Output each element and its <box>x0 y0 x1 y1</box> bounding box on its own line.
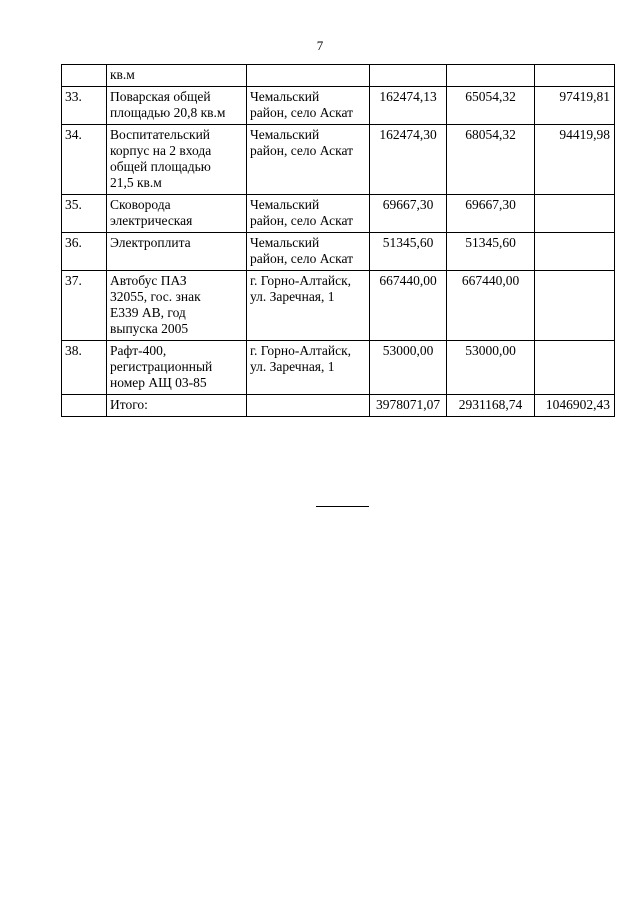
table-body <box>62 65 615 417</box>
table-row <box>62 271 615 341</box>
item-name: Воспитательский корпус на 2 входа общей площадью 21,5 кв.м <box>107 125 247 195</box>
item-location: Чемальский район, село Аскат <box>247 87 370 125</box>
initial-value <box>370 65 447 87</box>
initial-value: 69667,30 <box>370 195 447 233</box>
initial-value: 53000,00 <box>370 341 447 395</box>
depreciation-value: 68054,32 <box>447 125 535 195</box>
depreciation-value: 667440,00 <box>447 271 535 341</box>
item-name: кв.м <box>107 65 247 87</box>
item-name: Электроплита <box>107 233 247 271</box>
item-location: г. Горно-Алтайск, ул. Заречная, 1 <box>247 271 370 341</box>
row-number: 37. <box>62 271 107 341</box>
depreciation-value: 53000,00 <box>447 341 535 395</box>
row-number: 36. <box>62 233 107 271</box>
inventory-table <box>61 64 615 417</box>
item-location: Чемальский район, село Аскат <box>247 125 370 195</box>
total-depreciation: 2931168,74 <box>447 395 535 417</box>
item-name: Автобус ПАЗ 32055, гос. знак Е339 АВ, год выпуска 2005 <box>107 271 247 341</box>
depreciation-value <box>447 65 535 87</box>
residual-value: 97419,81 <box>535 87 615 125</box>
item-location <box>247 65 370 87</box>
depreciation-value: 51345,60 <box>447 233 535 271</box>
initial-value: 667440,00 <box>370 271 447 341</box>
table-row <box>62 87 615 125</box>
item-name: Рафт-400, регистрационный номер АЩ 03-85 <box>107 341 247 395</box>
row-number: 35. <box>62 195 107 233</box>
residual-value <box>535 233 615 271</box>
page-number: 7 <box>316 38 324 53</box>
residual-value <box>535 341 615 395</box>
residual-value <box>535 65 615 87</box>
total-initial-value: 3978071,07 <box>370 395 447 417</box>
total-label: Итого: <box>107 395 247 417</box>
item-name: Сковорода электрическая <box>107 195 247 233</box>
depreciation-value: 69667,30 <box>447 195 535 233</box>
row-number <box>62 65 107 87</box>
total-residual-value: 1046902,43 <box>535 395 615 417</box>
item-location: Чемальский район, село Аскат <box>247 195 370 233</box>
table-row <box>62 233 615 271</box>
total-location-cell <box>247 395 370 417</box>
residual-value <box>535 271 615 341</box>
end-separator-line <box>316 506 369 507</box>
initial-value: 162474,13 <box>370 87 447 125</box>
item-location: г. Горно-Алтайск, ул. Заречная, 1 <box>247 341 370 395</box>
total-row <box>62 395 615 417</box>
initial-value: 162474,30 <box>370 125 447 195</box>
row-number: 34. <box>62 125 107 195</box>
initial-value: 51345,60 <box>370 233 447 271</box>
row-number: 38. <box>62 341 107 395</box>
table-row <box>62 341 615 395</box>
residual-value <box>535 195 615 233</box>
item-location: Чемальский район, село Аскат <box>247 233 370 271</box>
total-num-cell <box>62 395 107 417</box>
table-row <box>62 125 615 195</box>
table-row <box>62 195 615 233</box>
residual-value: 94419,98 <box>535 125 615 195</box>
depreciation-value: 65054,32 <box>447 87 535 125</box>
table-row <box>62 65 615 87</box>
row-number: 33. <box>62 87 107 125</box>
item-name: Поварская общей площадью 20,8 кв.м <box>107 87 247 125</box>
